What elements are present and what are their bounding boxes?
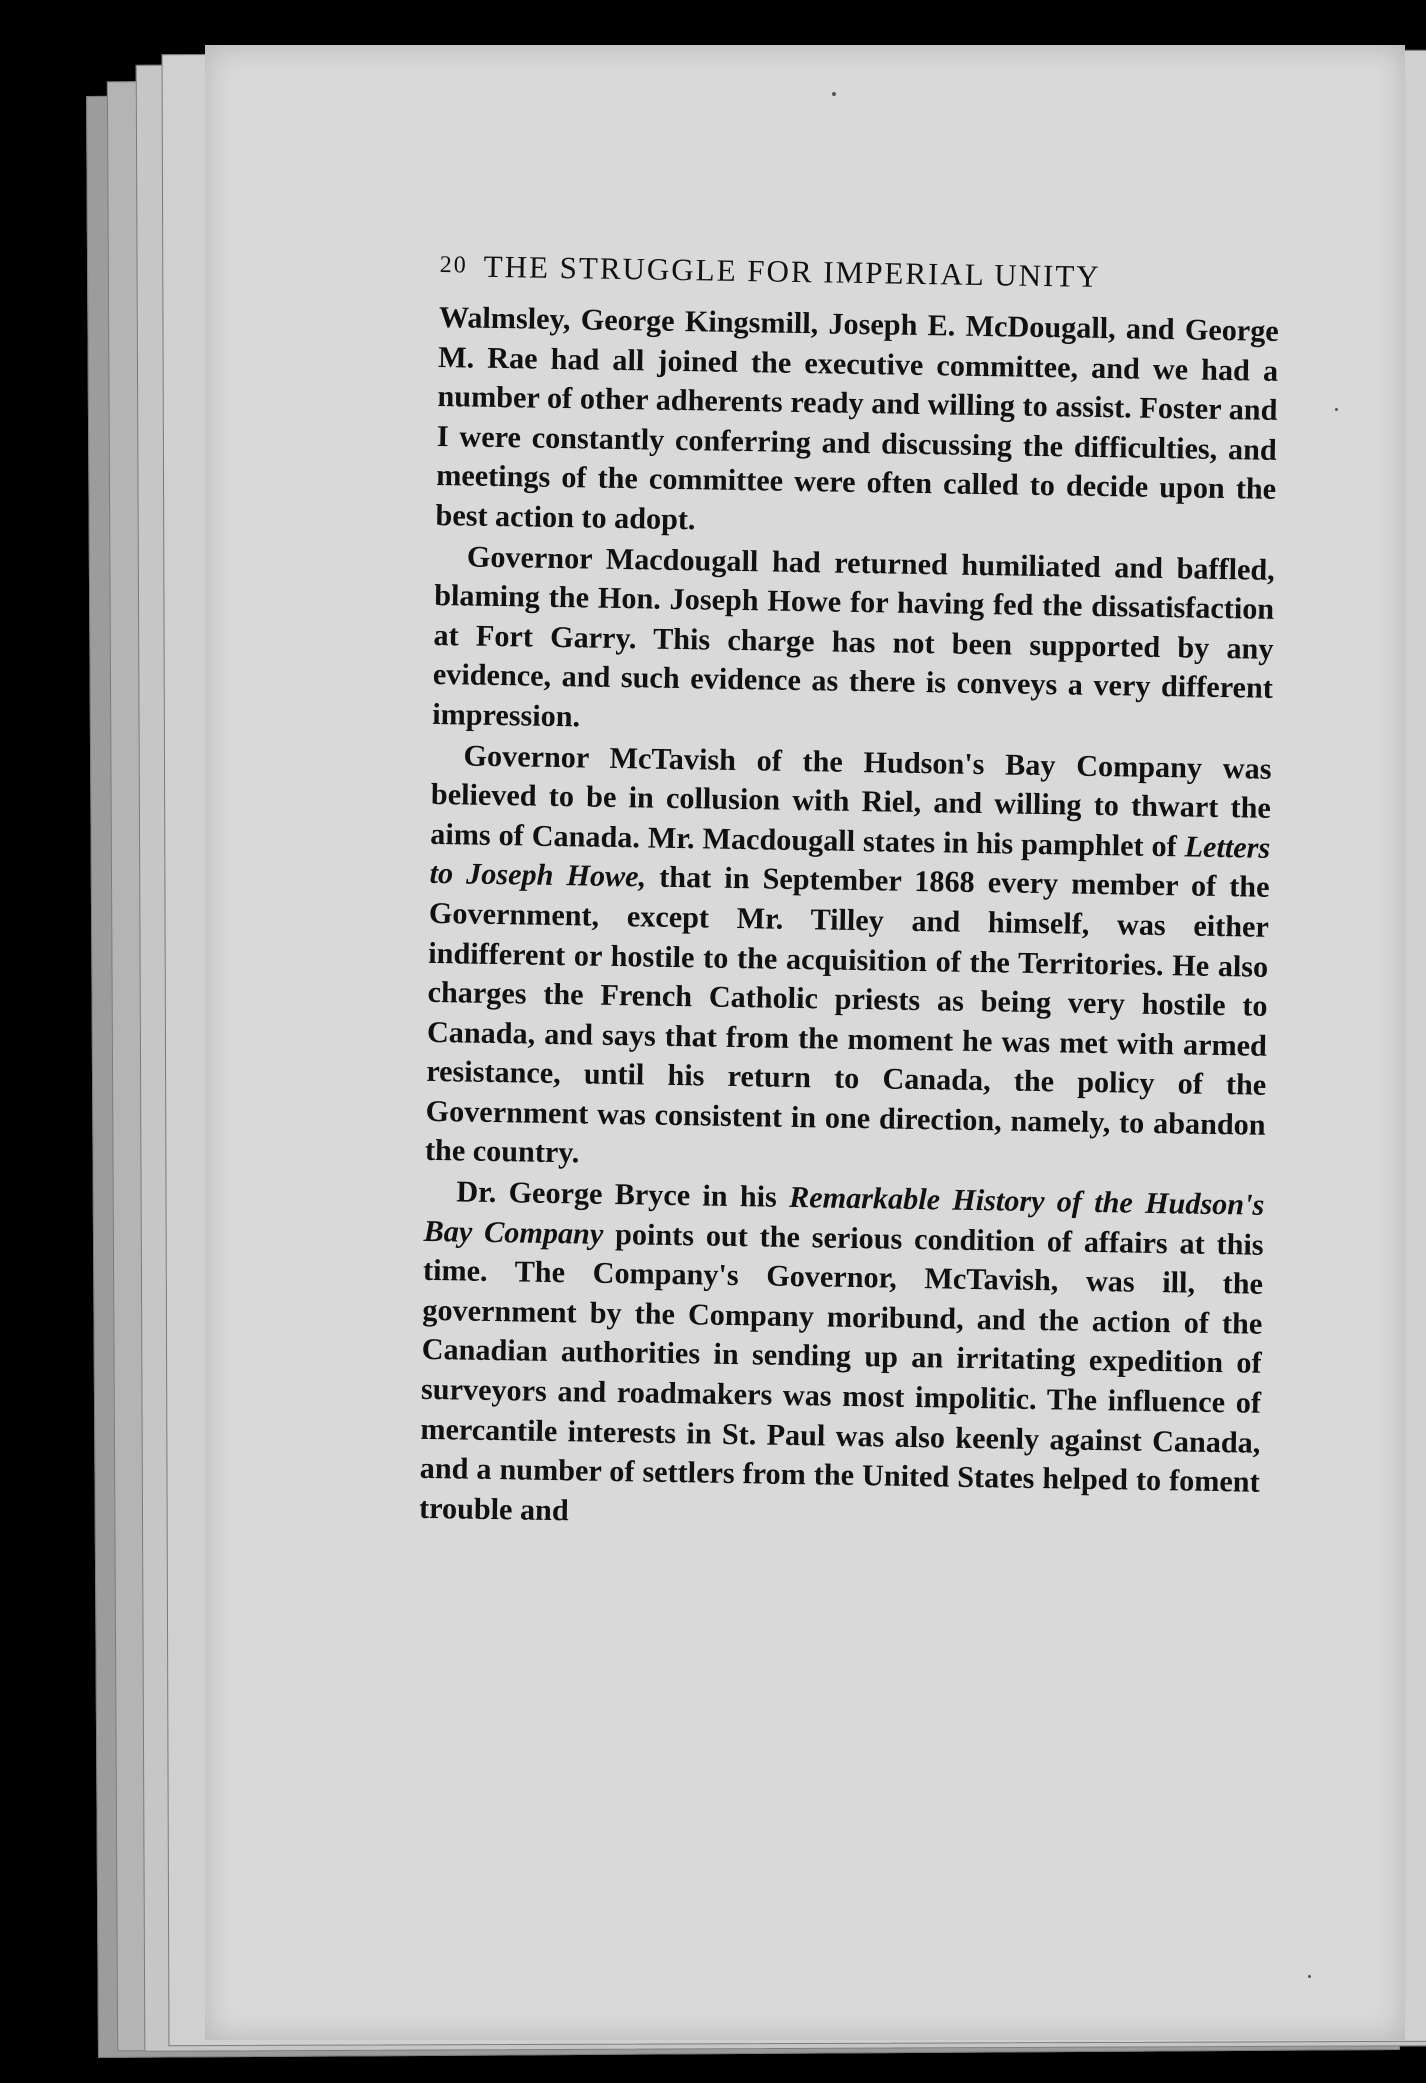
paragraph [419, 1172, 1265, 1542]
body-text [419, 298, 1279, 1542]
running-title: THE STRUGGLE FOR IMPERIAL UNITY [483, 248, 1102, 294]
paragraph [435, 298, 1279, 549]
text-run: Governor Macdougall had returned humiliated and baffled, blaming the Hon. Joseph Howe for having fed the dissatisfaction at Fort Garry. This charge has not been supported by any evidence, and such evidence as there is conveys a very different impression. [431, 539, 1276, 734]
page-text [419, 248, 1280, 1542]
italic-title: Remarkable History of the Hudson's Bay Company [423, 1179, 1265, 1251]
dust-speck [1308, 1975, 1311, 1978]
text-run: Governor McTavish of the Hudson's Bay Company was believed to be in collusion with Riel, and willing to thwart the aims of Canada. Mr. Macdougall states in his pamphlet of [430, 737, 1272, 864]
dust-speck [1335, 408, 1338, 411]
paragraph [432, 537, 1275, 749]
dust-speck [832, 92, 836, 96]
text-run: Walmsley, George Kingsmill, Joseph E. McDougall, and George M. Rae had all joined the executive committee, and we had a number of other adherents ready and willing to assist. Foster and I were constantly conferring and discussing the difficulties, and meetings of the committee were often called to decide upon the best action to adopt. [435, 299, 1280, 537]
paragraph [425, 735, 1272, 1184]
italic-title: Letters to Joseph Howe, [429, 829, 1271, 894]
page-number: 20 [439, 251, 468, 279]
text-run: points out the serious condition of affairs at this time. The Company's Governor, McTavish, was ill, the government by the Company moribund, and the action of the Canadian authorities in sending up an irritating expedition of surveyors and roadmakers was most impolitic. The influence of mercantile interests in St. Paul was also keenly against Canada, and a number of settlers from the United States helped to foment trouble and [418, 1216, 1264, 1528]
text-run: Dr. George Bryce in his [456, 1174, 790, 1214]
text-run: that in September 1868 every member of the Government, except Mr. Tilley and himself, was either indifferent or hostile to the acquisition of the Territories. He also charges the French Catholic priests as being very hostile to Canada, and says that from the moment he was met with armed resistance, until his return to Canada, the policy of the Government was consistent in one direction, namely, to abandon the country. [424, 859, 1270, 1170]
